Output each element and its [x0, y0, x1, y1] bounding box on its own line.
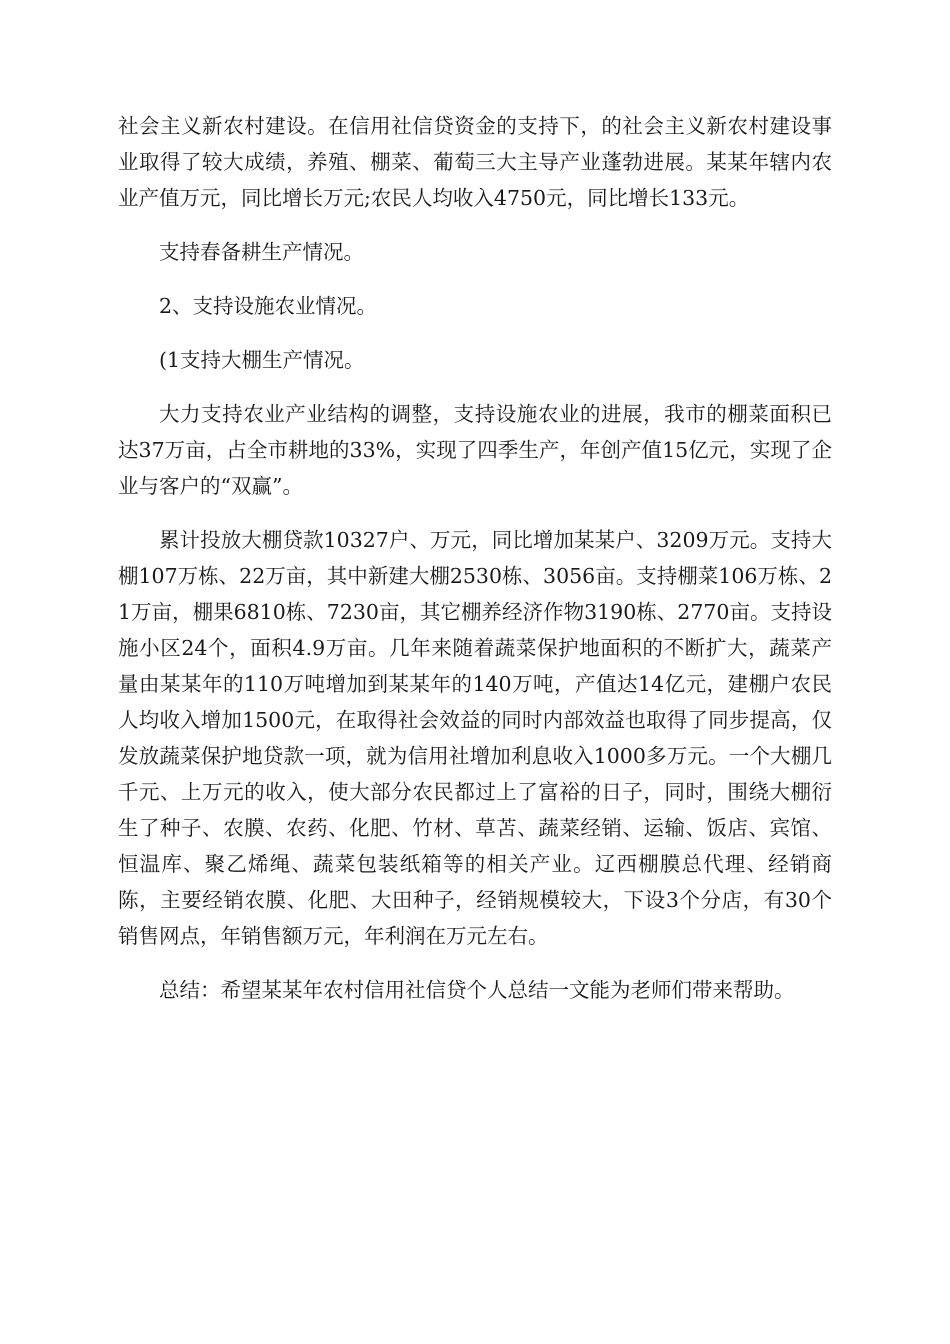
paragraph-summary: 总结：希望某某年农村信用社信贷个人总结一文能为老师们带来帮助。 [159, 978, 795, 1002]
paragraph-greenhouse-area: 大力支持农业产业结构的调整，支持设施农业的进展，我市的棚菜面积已达37万亩，占全市耕地的33%，实现了四季生产，年创产值15亿元，实现了企业与客户的“双赢”。 [118, 402, 832, 498]
paragraph-continuation: 社会主义新农村建设。在信用社信贷资金的支持下，的社会主义新农村建设事业取得了较大成绩，养殖、棚菜、葡萄三大主导产业蓬勃进展。某某年辖内农业产值万元，同比增长万元;农民人均收入4750元，同比增长133元。 [118, 114, 832, 210]
paragraph-heading-spring-farming: 支持春备耕生产情况。 [159, 240, 364, 264]
paragraph-heading-facility-agriculture: 2、支持设施农业情况。 [159, 294, 378, 318]
paragraph-heading-greenhouse: (1支持大棚生产情况。 [159, 348, 365, 372]
paragraph-greenhouse-loans: 累计投放大棚贷款10327户、万元，同比增加某某户、3209万元。支持大棚107万栋、22万亩，其中新建大棚2530栋、3056亩。支持棚菜106万栋、21万亩，棚果6810栋、7230亩，其它棚养经济作物3190栋、2770亩。支持设施小区24个，面积4.9万亩。几年来随着蔬菜保护地面积的不断扩大，蔬菜产量由某某年的110万吨增加到某某年的140万吨，产值达14亿元，建棚户农民人均收入增加1500元，在取得社会效益的同时内部效益也取得了同步提高，仅发放蔬菜保护地贷款一项，就为信用社增加利息收入1000多万元。一个大棚几千元、上万元的收入，使大部分农民都过上了富裕的日子，同时，围绕大棚衍生了种子、农膜、农药、化肥、竹材、草苫、蔬菜经销、运输、饭店、宾馆、恒温库、聚乙烯绳、蔬菜包装纸箱等的相关产业。辽西棚膜总代理、经销商陈，主要经销农膜、化肥、大田种子，经销规模较大，下设3个分店，有30个销售网点，年销售额万元，年利润在万元左右。 [118, 528, 832, 948]
